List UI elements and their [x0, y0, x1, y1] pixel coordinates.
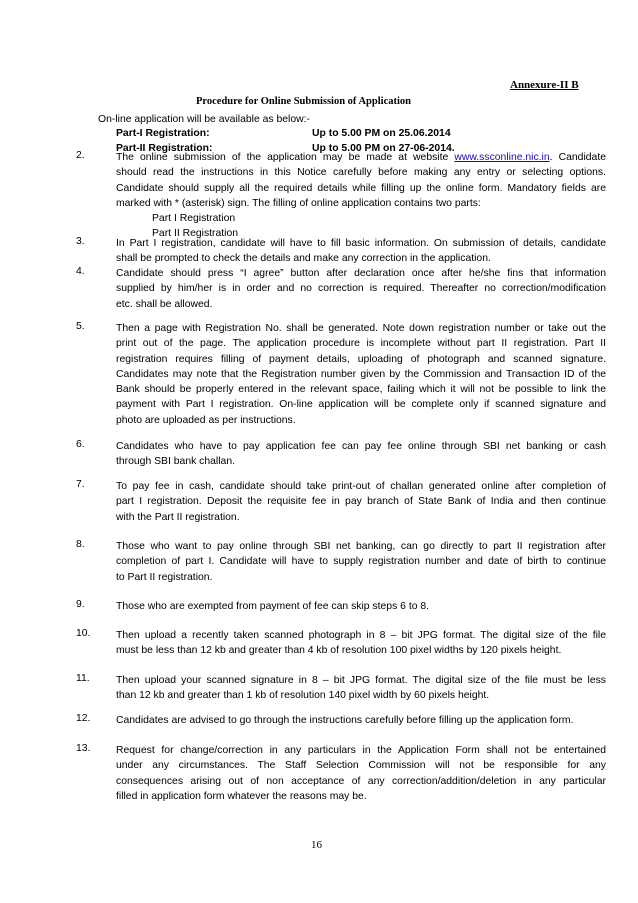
item-line: to Part II registration. — [116, 571, 213, 583]
item-line: than 12 kb and greater than 1 kb of resolution 140 pixel width by 60 pixels height. — [116, 690, 490, 702]
item-number: 13. — [76, 743, 91, 754]
item-text — [116, 150, 606, 242]
item-text — [116, 439, 606, 470]
item-line: Candidate should supply all the required details while filling up the online form. Mandatory fields are — [116, 182, 606, 194]
item-line: Those who want to pay online through SBI net banking, can go directly to part II registration after — [116, 541, 606, 552]
item-number: 5. — [76, 321, 85, 332]
item-number: 7. — [76, 479, 85, 490]
part1-registration-label: Part-I Registration: — [116, 128, 210, 139]
item-number: 6. — [76, 439, 85, 450]
part2-registration-label: Part-II Registration: — [116, 143, 213, 154]
item-line: In Part I registration, candidate will have to fill basic information. On submission of details, candidate — [116, 238, 606, 249]
item-text — [116, 266, 606, 312]
item-line: filled in application form whatever the reasons may be. — [116, 790, 367, 802]
part1-registration-deadline: Up to 5.00 PM on 25.06.2014 — [312, 128, 451, 139]
item-text — [116, 713, 606, 728]
item-line: Candidates who have to pay application fee can pay fee online through SBI net banking or cash — [116, 441, 606, 452]
item-number: 10. — [76, 628, 91, 639]
text-segment: . Candidate — [549, 152, 606, 163]
item-line: Candidates are advised to go through the instructions carefully before filling up the application form. — [116, 715, 574, 726]
item-line: Candidate should press “I agree” button after declaration once after he/she fins that information — [116, 268, 606, 279]
item-line: Then upload your scanned signature in 8 – bit JPG format. The digital size of the file must be less — [116, 675, 606, 686]
text-segment: The online submission of the application may be made at website — [116, 152, 455, 163]
item-number: 2. — [76, 150, 85, 161]
item-text — [116, 599, 606, 614]
item-line: through SBI bank challan. — [116, 456, 235, 468]
item-line: print out of the page. The application procedure is incomplete without part II registration. Part II — [116, 338, 606, 350]
item-number: 9. — [76, 599, 85, 610]
item-line: Bank should be properly entered in the relevant space, failing which it will not be possible to link the — [116, 384, 606, 396]
item-line: Then a page with Registration No. shall be generated. Note down registration number or take out the — [116, 323, 606, 334]
item-text — [116, 236, 606, 267]
page-number: 16 — [311, 839, 322, 851]
item-text — [116, 673, 606, 704]
item-text — [116, 743, 606, 804]
item-number: 3. — [76, 236, 85, 247]
item-line: To pay fee in cash, candidate should take print-out of challan generated online after completion of — [116, 481, 606, 492]
item-line: Part I Registration — [152, 213, 236, 225]
annexure-label: Annexure-II B — [510, 79, 579, 91]
item-line: under any circumstances. The Staff Selection Commission will not be responsible for any — [116, 760, 606, 772]
item-line: photo are uploaded as per instructions. — [116, 414, 296, 426]
item-line: Then upload a recently taken scanned photograph in 8 – bit JPG format. The digital size of the file — [116, 630, 606, 641]
website-link[interactable]: www.ssconline.nic.in — [454, 152, 550, 163]
item-line: with the Part II registration. — [116, 511, 240, 523]
item-line: should read the instructions in this Notice carefully before making any entry or selecting options. — [116, 167, 606, 179]
item-line: completion of part I. Candidate will have to supply registration number and date of birth to continue — [116, 556, 606, 568]
item-line — [116, 150, 606, 165]
item-line: supplied by him/her is in order and no correction is required. Thereafter no correction/modification — [116, 283, 606, 295]
item-line: Candidates may note that the Registration number given by the Commission and Transaction ID of the — [116, 368, 606, 380]
item-line: consequences arising out of non acceptance of any correction/addition/deletion in any particular — [116, 775, 606, 787]
item-number: 12. — [76, 713, 91, 724]
item-number: 8. — [76, 539, 85, 550]
item-line: shall be prompted to check the details and make any correction in the application. — [116, 253, 491, 265]
item-line: registration requires filling of payment details, uploading of photograph and scanned signature. — [116, 353, 606, 365]
item-text — [116, 321, 606, 428]
item-number: 4. — [76, 266, 85, 277]
page-title: Procedure for Online Submission of Application — [196, 96, 411, 107]
item-line: part I registration. Deposit the requisite fee in pay branch of State Bank of India and then continue — [116, 496, 606, 508]
item-line: Part II Registration — [152, 228, 239, 240]
item-number: 11. — [76, 673, 90, 684]
item-text — [116, 479, 606, 525]
part2-registration-deadline: Up to 5.00 PM on 27-06-2014. — [312, 143, 455, 154]
intro-text: On-line application will be available as below:- — [98, 114, 310, 125]
item-line: etc. shall be allowed. — [116, 298, 213, 310]
item-text — [116, 628, 606, 659]
item-text — [116, 539, 606, 585]
item-line: Those who are exempted from payment of fee can skip steps 6 to 8. — [116, 601, 430, 612]
item-line: payment with Part I registration. On-line application will be complete only if scanned signature and — [116, 399, 606, 411]
item-line: Request for change/correction in any particulars in the Application Form shall not be entertained — [116, 745, 606, 756]
item-line: marked with * (asterisk) sign. The filling of online application contains two parts: — [116, 197, 481, 209]
item-line: must be less than 12 kb and greater than 4 kb of resolution 100 pixel widths by 120 pixels height. — [116, 645, 562, 657]
